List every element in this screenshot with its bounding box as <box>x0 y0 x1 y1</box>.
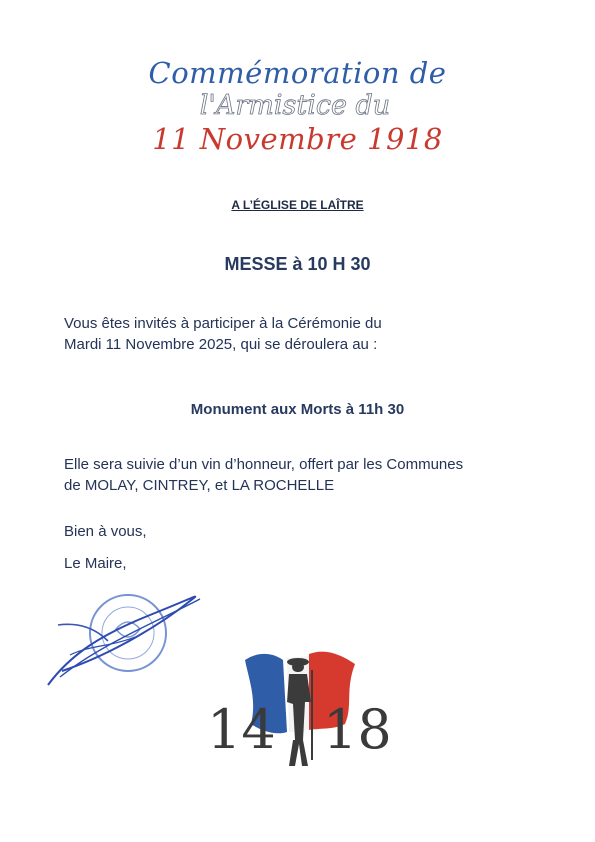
invitation-line-1: Vous êtes invités à participer à la Cérémonie du <box>64 315 382 332</box>
mass-time: MESSE à 10 H 30 <box>224 254 371 274</box>
title-line-1: Commémoration de <box>148 56 447 90</box>
mairie-stamp-signature-icon <box>40 585 210 695</box>
reception-line-2: de MOLAY, CINTREY, et LA ROCHELLE <box>64 477 335 494</box>
year-right: 18 <box>323 698 392 761</box>
reception-paragraph <box>64 454 554 496</box>
monument-time: Monument aux Morts à 11h 30 <box>190 401 405 418</box>
title-line-3: 11 Novembre 1918 <box>152 122 443 156</box>
title-line-2: l'Armistice du <box>199 90 391 121</box>
invitation-paragraph <box>64 313 554 355</box>
signatory-text: Le Maire, <box>64 555 127 572</box>
year-left: 14 <box>207 698 276 761</box>
invitation-line-2: Mardi 11 Novembre 2025, qui se déroulera au : <box>64 336 378 353</box>
reception-line-1: Elle sera suivie d’un vin d’honneur, offert par les Communes <box>64 456 464 473</box>
location-heading: A L’ÉGLISE DE LAÎTRE <box>231 198 364 212</box>
closing-text: Bien à vous, <box>64 523 147 540</box>
